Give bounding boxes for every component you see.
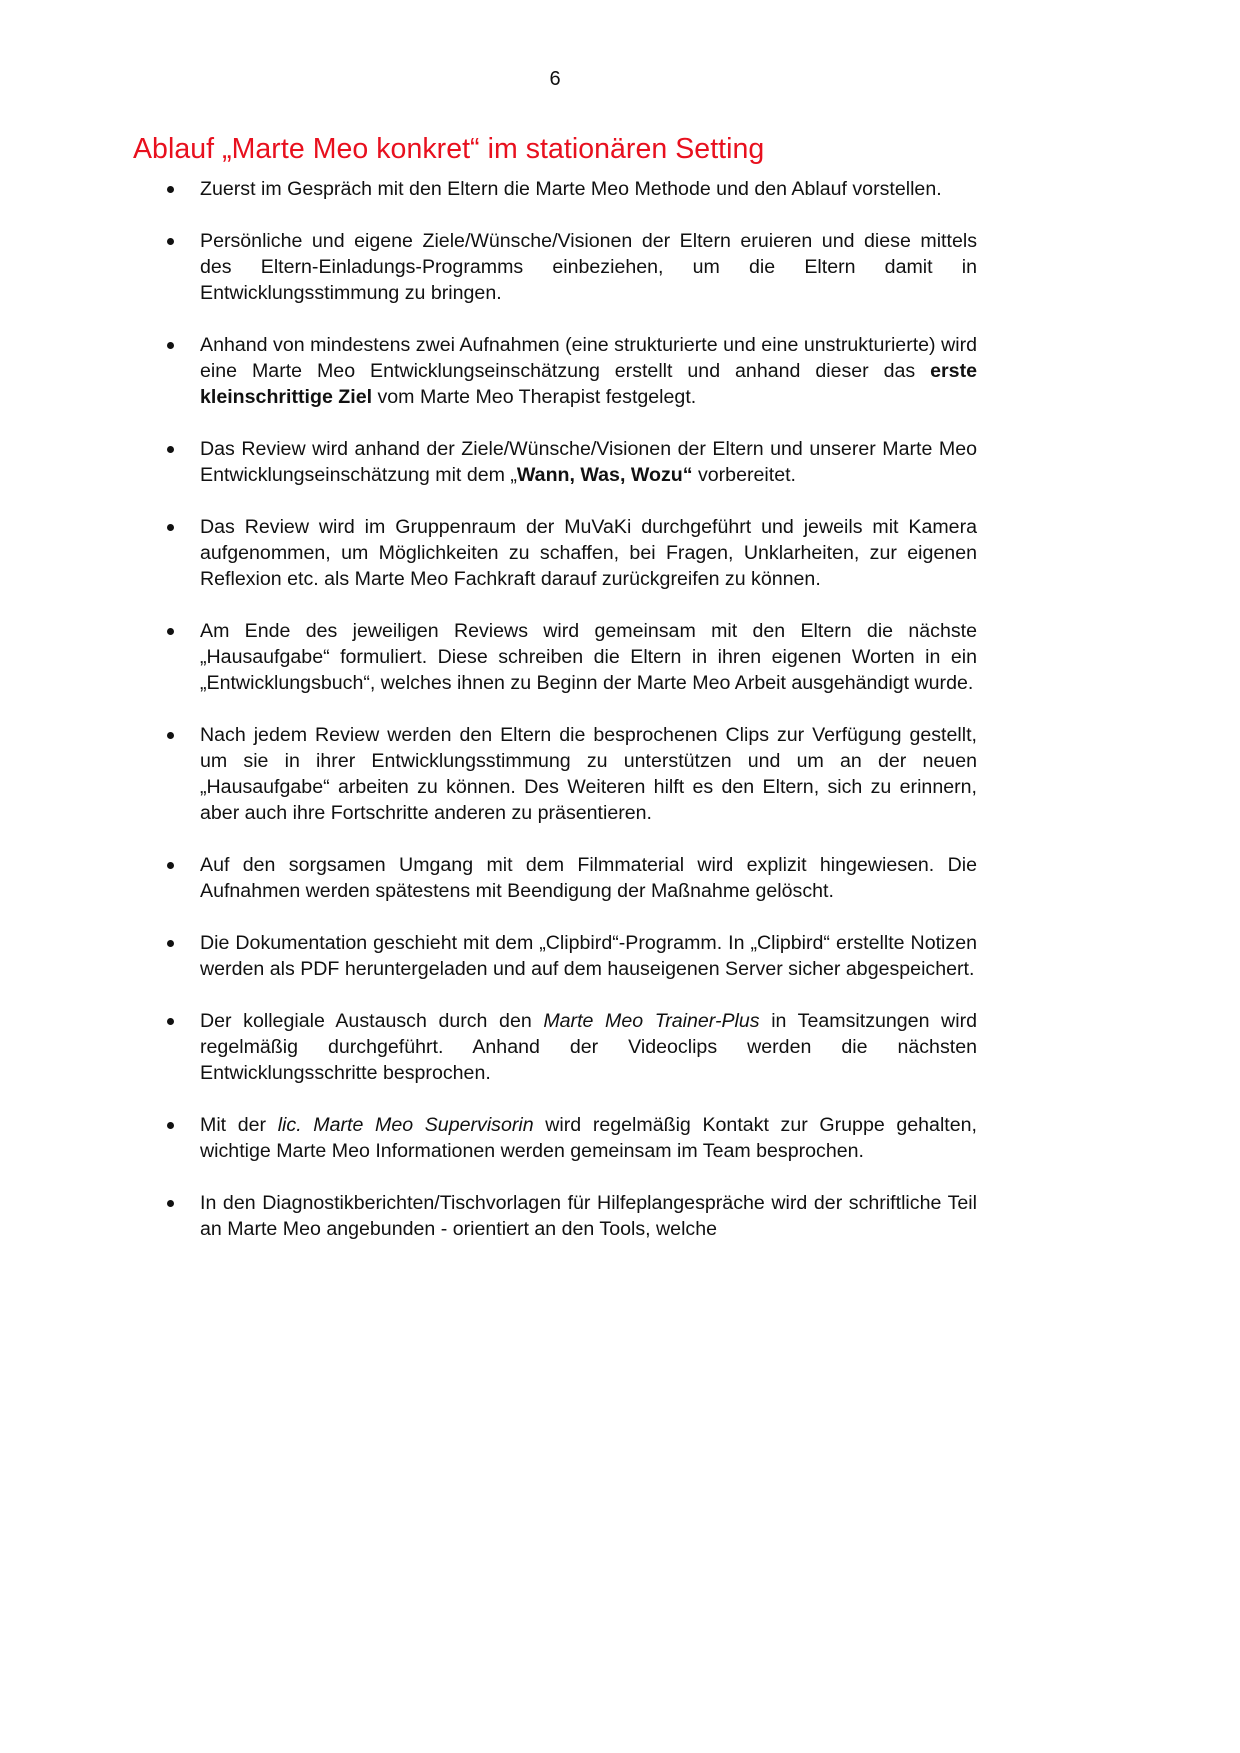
list-item-text: Persönliche und eigene Ziele/Wünsche/Visionen der Eltern eruieren und diese mittels des Eltern-Einladungs-Programms einbeziehen, um die Eltern damit in Entwicklungsstimmung zu bringen. <box>200 230 977 304</box>
list-item-text: Am Ende des jeweiligen Reviews wird gemeinsam mit den Eltern die nächste „Hausaufgabe“ formuliert. Diese schreiben die Eltern in ihren eigenen Worten in ein „Entwicklungsbuch“, welches ihnen zu Beginn der Marte Meo Arbeit ausgehändigt wurde. <box>200 620 977 694</box>
list-item-text: Auf den sorgsamen Umgang mit dem Filmmaterial wird explizit hingewiesen. Die Aufnahmen werden spätestens mit Beendigung der Maßnahme gelöscht. <box>200 854 977 902</box>
bullet-dot-icon <box>167 238 174 245</box>
list-item-emphasis: Wann, Was, Wozu“ <box>516 464 693 486</box>
list-item <box>200 852 977 904</box>
bullet-dot-icon <box>167 628 174 635</box>
bullet-dot-icon <box>167 186 174 193</box>
bullet-dot-icon <box>167 940 174 947</box>
list-item-emphasis: erste kleinschrittige Ziel <box>200 360 977 408</box>
list-item <box>200 722 977 826</box>
list-item-text: Zuerst im Gespräch mit den Eltern die Marte Meo Methode und den Ablauf vorstellen. <box>200 178 942 200</box>
list-item <box>200 436 977 488</box>
list-item <box>200 514 977 592</box>
list-item-text: Anhand von mindestens zwei Aufnahmen (eine strukturierte und eine unstrukturierte) wird eine Marte Meo Entwicklungseinschätzung erstellt und anhand dieser das <box>200 334 977 382</box>
bullet-dot-icon <box>167 342 174 349</box>
bullet-dot-icon <box>167 732 174 739</box>
list-item-text: vom Marte Meo Therapist festgelegt. <box>372 386 697 408</box>
bullet-dot-icon <box>167 446 174 453</box>
list-item-text: Die Dokumentation geschieht mit dem „Clipbird“-Programm. In „Clipbird“ erstellte Notizen werden als PDF heruntergeladen und auf dem hauseigenen Server sicher abgespeichert. <box>200 932 977 980</box>
bullet-dot-icon <box>167 1018 174 1025</box>
list-item <box>200 332 977 410</box>
list-item-text: wird regelmäßig Kontakt zur Gruppe gehalten, wichtige Marte Meo Informationen werden gemeinsam im Team besprochen. <box>200 1114 977 1162</box>
list-item <box>200 930 977 982</box>
list-item <box>200 1112 977 1164</box>
bullet-dot-icon <box>167 1122 174 1129</box>
list-item-text: Nach jedem Review werden den Eltern die besprochenen Clips zur Verfügung gestellt, um sie in ihrer Entwicklungsstimmung zu unterstützen und um an der neuen „Hausaufgabe“ arbeiten zu können. Des Weiteren hilft es den Eltern, sich zu erinnern, aber auch ihre Fortschritte anderen zu präsentieren. <box>200 724 977 824</box>
bullet-dot-icon <box>167 524 174 531</box>
list-item-text: In den Diagnostikberichten/Tischvorlagen für Hilfeplangespräche wird der schriftliche Teil an Marte Meo angebunden - orientiert an den Tools, welche <box>200 1192 977 1240</box>
bullet-dot-icon <box>167 1200 174 1207</box>
bullet-list <box>200 176 977 1268</box>
list-item <box>200 618 977 696</box>
section-title: Ablauf „Marte Meo konkret“ im stationären Setting <box>133 133 765 165</box>
bullet-dot-icon <box>167 862 174 869</box>
list-item <box>200 176 977 202</box>
list-item <box>200 1190 977 1242</box>
list-item-text: vorbereitet. <box>692 464 796 486</box>
list-item-text: in Teamsitzungen wird regelmäßig durchgeführt. Anhand der Videoclips werden die nächsten Entwicklungsschritte besprochen. <box>200 1010 977 1084</box>
list-item <box>200 228 977 306</box>
page-number: 6 <box>549 68 561 90</box>
list-item-emphasis: Marte Meo Trainer-Plus <box>543 1010 760 1032</box>
list-item-text: Das Review wird im Gruppenraum der MuVaKi durchgeführt und jeweils mit Kamera aufgenommen, um Möglichkeiten zu schaffen, bei Fragen, Unklarheiten, zur eigenen Reflexion etc. als Marte Meo Fachkraft darauf zurückgreifen zu können. <box>200 516 977 590</box>
list-item-text: Das Review wird anhand der Ziele/Wünsche/Visionen der Eltern und unserer Marte Meo Entwicklungseinschätzung mit dem „ <box>200 438 977 486</box>
list-item-text: Mit der <box>200 1114 278 1136</box>
list-item-text: Der kollegiale Austausch durch den <box>200 1010 544 1032</box>
list-item-emphasis: lic. Marte Meo Supervisorin <box>277 1114 534 1136</box>
list-item <box>200 1008 977 1086</box>
